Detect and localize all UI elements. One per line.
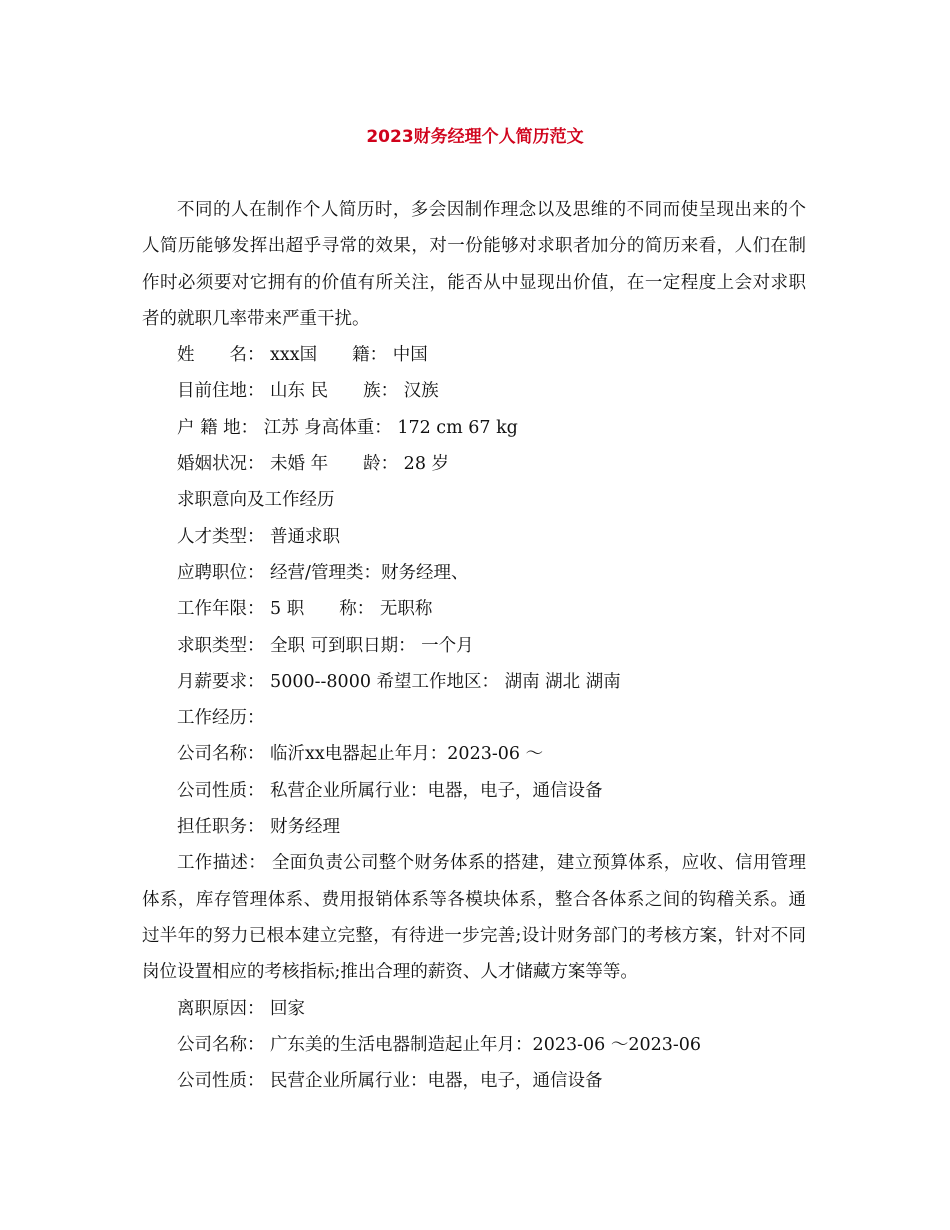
document-title: 2023财务经理个人简历范文 [366, 127, 584, 147]
talent-type-line: 人才类型： 普通求职 [177, 526, 341, 547]
company1-description-paragraph: 工作描述： 全面负责公司整个财务体系的搭建，建立预算体系，应收、信用管理体系，库存管理体系、费用报销体系等各模块体系，整合各体系之间的钩稽关系。通过半年的努力已根本建立完整，有待进一步完善;设计财务部门的考核方案，针对不同岗位设置相应的考核指标;推出合理的薪资、人才储藏方案等等。 [142, 853, 806, 983]
work-years-title-line: 工作年限： 5 职 称： 无职称 [177, 599, 433, 620]
company1-name-line: 公司名称： 临沂xx电器起止年月：2023-06 ～ [177, 744, 544, 765]
job-intent-heading: 求职意向及工作经历 [177, 490, 335, 511]
residence-ethnicity-line: 目前住地： 山东 民 族： 汉族 [177, 381, 439, 402]
company2-name-line: 公司名称： 广东美的生活电器制造起止年月：2023-06 ～2023-06 [177, 1034, 702, 1055]
marital-age-line: 婚姻状况： 未婚 年 龄： 28 岁 [177, 454, 450, 475]
hukou-height-weight-line: 户 籍 地： 江苏 身高体重： 172 cm 67 kg [177, 417, 518, 438]
company1-leave-reason-line: 离职原因： 回家 [177, 998, 306, 1019]
job-type-start-line: 求职类型： 全职 可到职日期： 一个月 [177, 635, 474, 656]
company2-nature-line: 公司性质： 民营企业所属行业：电器，电子，通信设备 [177, 1071, 603, 1092]
intro-paragraph: 不同的人在制作个人简历时，多会因制作理念以及思维的不同而使呈现出来的个人简历能够发挥出超乎寻常的效果，对一份能够对求职者加分的简历来看，人们在制作时必须要对它拥有的价值有所关注，能否从中显现出价值，在一定程度上会对求职者的就职几率带来严重干扰。 [142, 200, 806, 329]
company1-role-line: 担任职务： 财务经理 [177, 817, 341, 838]
work-experience-heading: 工作经历： [177, 708, 265, 729]
salary-region-line: 月薪要求： 5000--8000 希望工作地区： 湖南 湖北 湖南 [177, 671, 621, 692]
name-nationality-line: 姓 名： xxx国 籍： 中国 [177, 345, 428, 366]
document-body [142, 192, 806, 1099]
company1-nature-line: 公司性质： 私营企业所属行业：电器，电子，通信设备 [177, 780, 603, 801]
applied-position-line: 应聘职位： 经营/管理类：财务经理、 [177, 562, 469, 583]
